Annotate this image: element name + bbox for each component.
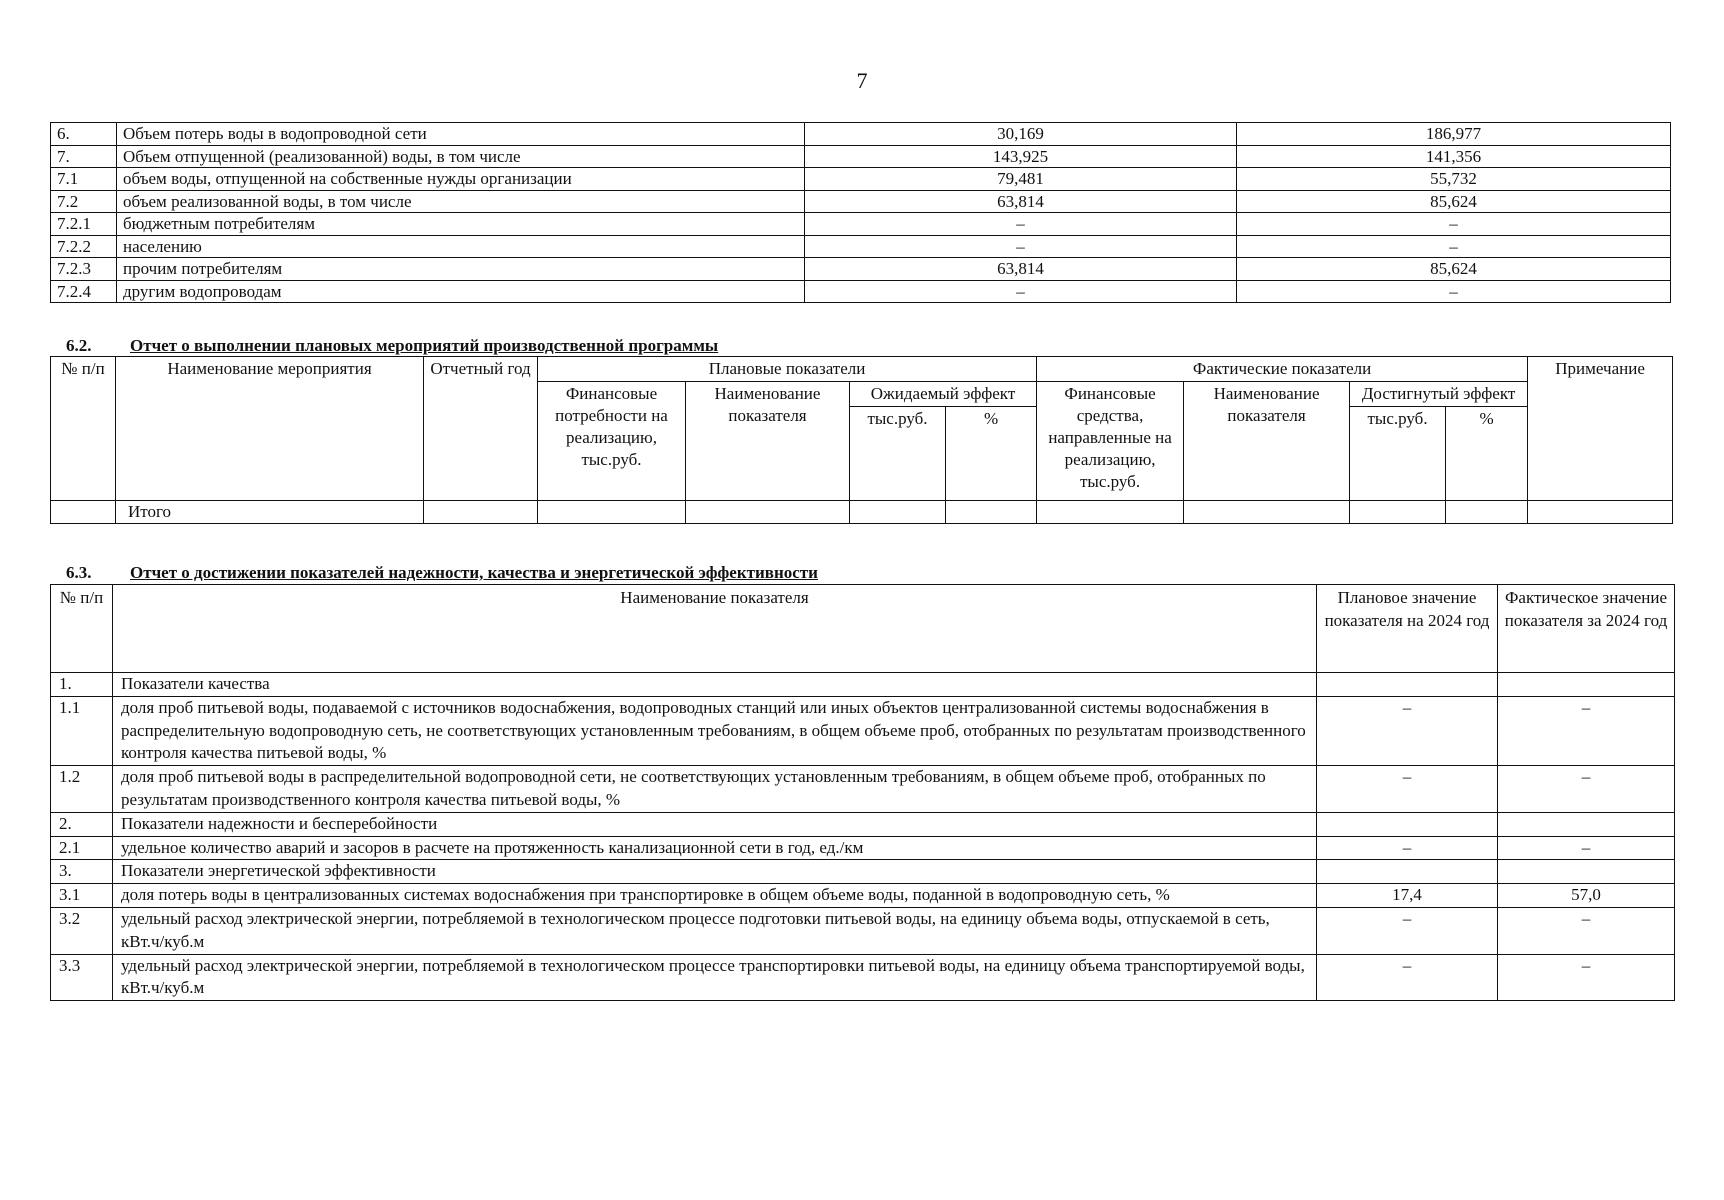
reliability-quality-table [50,584,1675,1001]
row-number: 1.1 [51,696,113,765]
fact-value: 55,732 [1237,168,1671,191]
row-number: 1. [51,673,113,697]
row-number: 3.1 [51,884,113,908]
cell [1350,501,1446,524]
row-number: 6. [51,123,117,146]
header-fact: Фактические показатели [1037,357,1528,382]
row-name: населению [117,235,805,258]
row-name: объем воды, отпущенной на собственные нужды организации [117,168,805,191]
header-expected-pct: % [946,407,1037,501]
plan-value [1317,673,1498,697]
header-fact-indicator-name: Наименование показателя [1184,382,1350,501]
row-number: 7.1 [51,168,117,191]
section-number: 6.2. [66,336,92,355]
reliability-quality-header [51,585,1675,673]
header-achieved-rub: тыс.руб. [1350,407,1446,501]
table-row [51,258,1671,281]
reliability-quality-body [51,673,1675,1001]
indicator-name: удельное количество аварий и засоров в расчете на протяженность канализационной сети в год, ед./км [113,836,1317,860]
fact-value: – [1498,696,1675,765]
header-expected-rub: тыс.руб. [850,407,946,501]
cell [1184,501,1350,524]
table-row [51,673,1675,697]
row-number: 7.2.1 [51,213,117,236]
header-plan: Плановые показатели [538,357,1037,382]
plan-value: 30,169 [805,123,1237,146]
table-row [51,190,1671,213]
planned-events-header [51,357,1673,501]
section-title: Отчет о достижении показателей надежности, качества и энергетической эффективности [130,563,818,582]
total-label: Итого [116,501,424,524]
indicator-name: Показатели надежности и бесперебойности [113,812,1317,836]
row-number: 3. [51,860,113,884]
section-title: Отчет о выполнении плановых мероприятий производственной программы [130,336,719,355]
plan-value: – [1317,907,1498,954]
table-row [51,280,1671,303]
header-achieved-pct: % [1446,407,1528,501]
water-balance-table [50,122,1671,303]
header-row [51,585,1675,673]
plan-value: 63,814 [805,258,1237,281]
table-row [51,954,1675,1001]
indicator-name: Показатели энергетической эффективности [113,860,1317,884]
header-plan-financing: Финансовые потребности на реализацию, тыс.руб. [538,382,686,501]
table-row [51,235,1671,258]
plan-value [1317,860,1498,884]
header-row [51,357,1673,382]
planned-events-table [50,356,1673,524]
row-name: другим водопроводам [117,280,805,303]
row-number: 3.2 [51,907,113,954]
section-6-2-heading [66,336,718,356]
fact-value: – [1237,280,1671,303]
header-plan-indicator-name: Наименование показателя [686,382,850,501]
fact-value: – [1237,235,1671,258]
header-expected-effect: Ожидаемый эффект [850,382,1037,407]
row-number: 1.2 [51,766,113,813]
table-row [51,766,1675,813]
plan-value [1317,812,1498,836]
header-indicator-name: Наименование показателя [113,585,1317,673]
table-row [51,123,1671,146]
fact-value [1498,673,1675,697]
header-note: Примечание [1528,357,1673,501]
table-row [51,213,1671,236]
water-balance-body [51,123,1671,303]
indicator-name: Показатели качества [113,673,1317,697]
row-number: 7.2.2 [51,235,117,258]
row-number: 7.2.4 [51,280,117,303]
fact-value [1498,860,1675,884]
fact-value: 57,0 [1498,884,1675,908]
cell [1528,501,1673,524]
header-event-name: Наименование мероприятия [116,357,424,501]
table-row [51,812,1675,836]
section-6-3-heading [66,563,818,583]
fact-value: – [1237,213,1671,236]
row-number: 7.2.3 [51,258,117,281]
total-row [51,501,1673,524]
table-row [51,696,1675,765]
header-plan-value: Плановое значение показателя на 2024 год [1317,585,1498,673]
table-row [51,168,1671,191]
plan-value: – [1317,954,1498,1001]
row-name: бюджетным потребителям [117,213,805,236]
page-number: 7 [856,68,868,93]
fact-value: 85,624 [1237,258,1671,281]
fact-value [1498,812,1675,836]
fact-value: – [1498,836,1675,860]
plan-value: 143,925 [805,145,1237,168]
plan-value: 79,481 [805,168,1237,191]
table-row [51,884,1675,908]
row-name: объем реализованной воды, в том числе [117,190,805,213]
indicator-name: доля проб питьевой воды в распределительной водопроводной сети, не соответствующих установленным требованиям, в общем объеме проб, отобранных по результатам производственного контроля качества питьевой воды, % [113,766,1317,813]
row-number: 2.1 [51,836,113,860]
row-number: 3.3 [51,954,113,1001]
plan-value: – [805,235,1237,258]
header-fact-financing: Финансовые средства, направленные на реализацию, тыс.руб. [1037,382,1184,501]
table-row [51,860,1675,884]
row-number: 2. [51,812,113,836]
plan-value: – [1317,696,1498,765]
header-year: Отчетный год [424,357,538,501]
row-name: прочим потребителям [117,258,805,281]
indicator-name: доля проб питьевой воды, подаваемой с источников водоснабжения, водопроводных станций или иных объектов централизованной системы водоснабжения в распределительную водопроводную сеть, не соответствующих установленным требованиям, в общем объеме проб, отобранных по результатам производственного контроля качества питьевой воды, % [113,696,1317,765]
header-num: № п/п [51,357,116,501]
cell [1446,501,1528,524]
cell [946,501,1037,524]
cell [538,501,686,524]
fact-value: – [1498,766,1675,813]
fact-value: – [1498,954,1675,1001]
table-row [51,145,1671,168]
cell [686,501,850,524]
row-number: 7.2 [51,190,117,213]
cell [1037,501,1184,524]
planned-events-body [51,501,1673,524]
header-achieved-effect: Достигнутый эффект [1350,382,1528,407]
table-row [51,836,1675,860]
plan-value: – [1317,766,1498,813]
plan-value: – [805,280,1237,303]
fact-value: 141,356 [1237,145,1671,168]
header-fact-value: Фактическое значение показателя за 2024 год [1498,585,1675,673]
indicator-name: удельный расход электрической энергии, потребляемой в технологическом процессе подготовки питьевой воды, на единицу объема воды, отпускаемой в сеть, кВт.ч/куб.м [113,907,1317,954]
indicator-name: доля потерь воды в централизованных системах водоснабжения при транспортировке в общем объеме воды, поданной в водопроводную сеть, % [113,884,1317,908]
row-name: Объем потерь воды в водопроводной сети [117,123,805,146]
row-number: 7. [51,145,117,168]
cell [51,501,116,524]
fact-value: – [1498,907,1675,954]
plan-value: 63,814 [805,190,1237,213]
plan-value: – [805,213,1237,236]
header-num: № п/п [51,585,113,673]
plan-value: – [1317,836,1498,860]
indicator-name: удельный расход электрической энергии, потребляемой в технологическом процессе транспортировки питьевой воды, на единицу объема транспортируемой воды, кВт.ч/куб.м [113,954,1317,1001]
cell [424,501,538,524]
section-number: 6.3. [66,563,92,582]
cell [850,501,946,524]
fact-value: 85,624 [1237,190,1671,213]
plan-value: 17,4 [1317,884,1498,908]
table-row [51,907,1675,954]
fact-value: 186,977 [1237,123,1671,146]
row-name: Объем отпущенной (реализованной) воды, в том числе [117,145,805,168]
